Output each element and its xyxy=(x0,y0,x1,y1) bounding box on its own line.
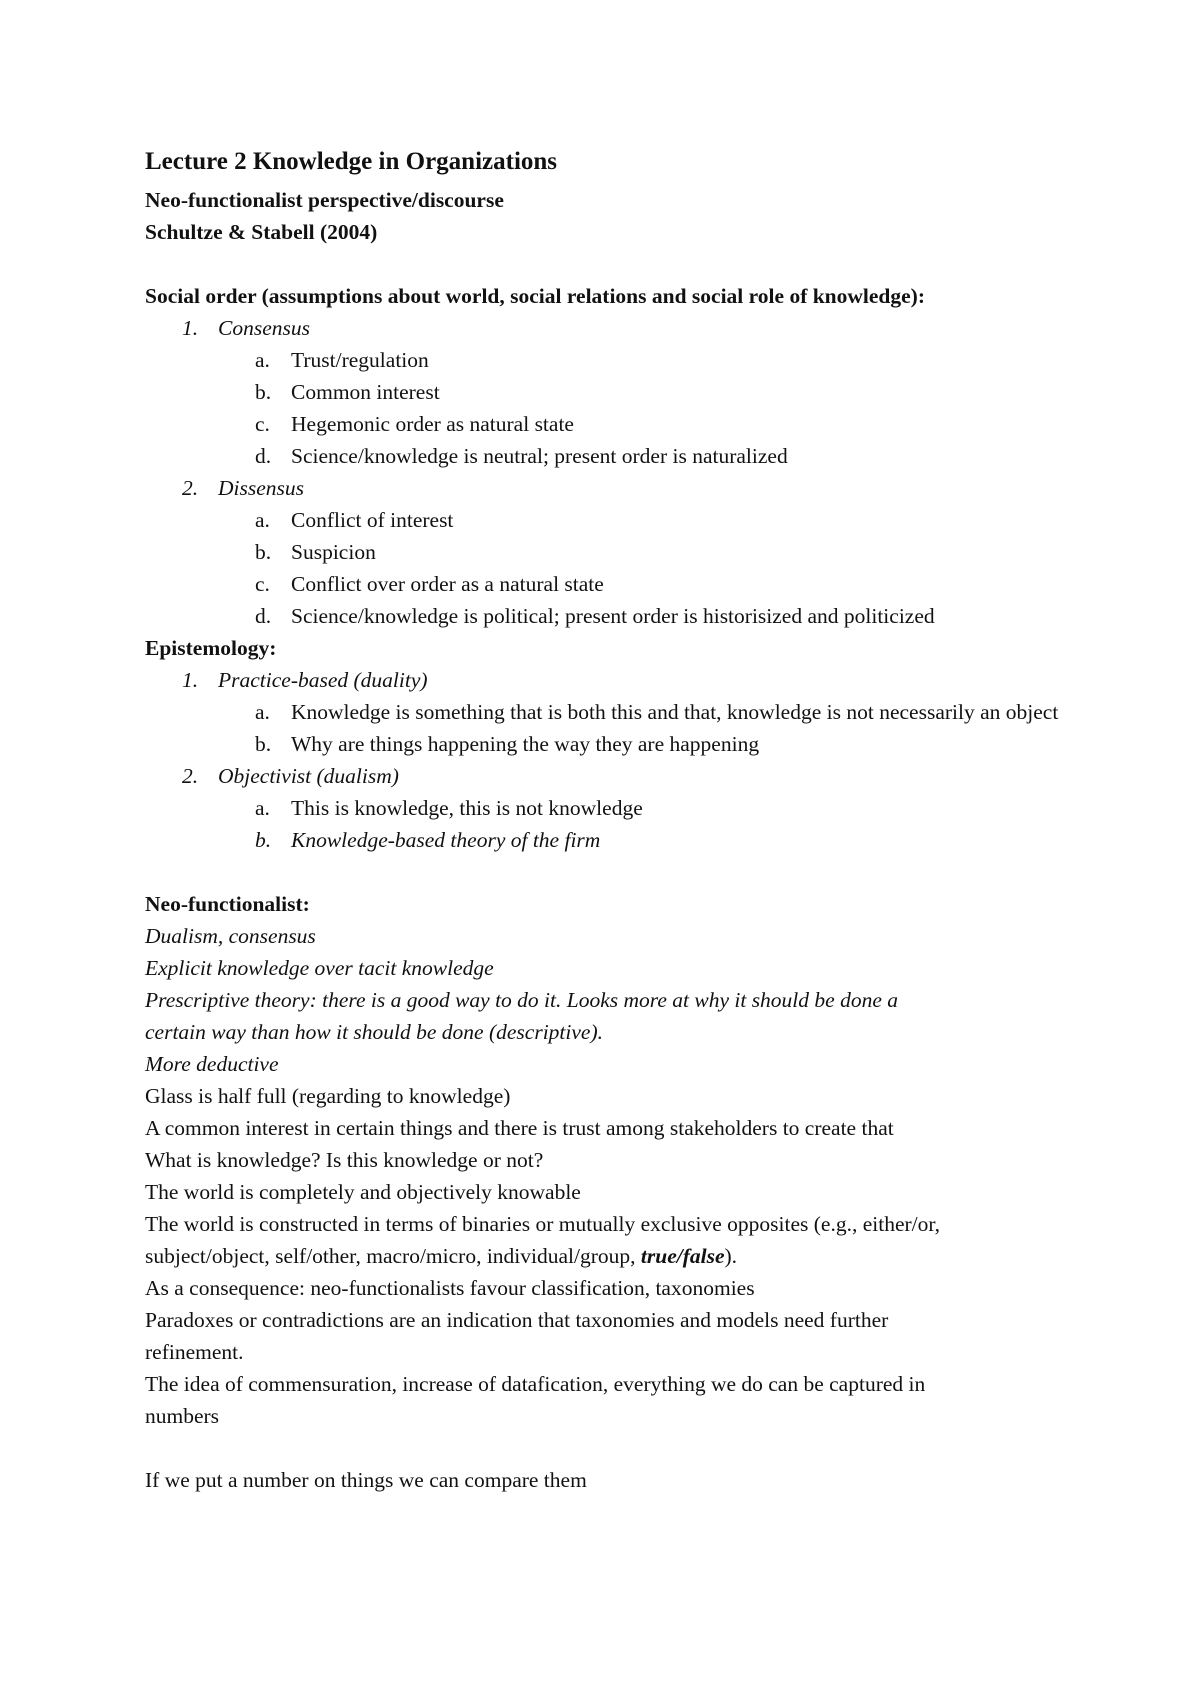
sub-marker: a. xyxy=(255,796,270,820)
sub-text: Knowledge-based theory of the firm xyxy=(291,828,601,852)
list-item-label: Dissensus xyxy=(218,476,305,500)
sub-text: Conflict over order as a natural state xyxy=(291,572,604,596)
spacer xyxy=(145,856,1105,888)
note-line: As a consequence: neo-functionalists favour classification, taxonomies xyxy=(145,1276,755,1300)
note-line: More deductive xyxy=(145,1052,279,1076)
epistemology-heading: Epistemology: xyxy=(145,636,277,660)
dissensus-sublist xyxy=(218,504,1105,632)
sub-text: Knowledge is something that is both this and that, knowledge is not necessarily an object xyxy=(291,700,1059,724)
spacer xyxy=(145,248,1105,280)
note-line: Explicit knowledge over tacit knowledge xyxy=(145,956,494,980)
sub-text: Conflict of interest xyxy=(291,508,454,532)
sub-marker: c. xyxy=(255,412,270,436)
binaries-text: The world is constructed in terms of binaries or mutually exclusive opposites (e.g., either/or, subject/object, self/other, macro/micro, individual/group, xyxy=(145,1212,941,1268)
note-line: Prescriptive theory: there is a good way to do it. Looks more at why it should be done a certain way than how it should be done (descriptive). xyxy=(145,988,898,1044)
sub-list-item xyxy=(218,728,1105,760)
list-marker: 1. xyxy=(182,668,199,692)
sub-marker: c. xyxy=(255,572,270,596)
binaries-end: ). xyxy=(724,1244,738,1268)
sub-text: Science/knowledge is neutral; present order is naturalized xyxy=(291,444,788,468)
sub-text: Science/knowledge is political; present order is historisized and politicized xyxy=(291,604,935,628)
binaries-paragraph xyxy=(145,1208,1105,1272)
sub-text: This is knowledge, this is not knowledge xyxy=(291,796,643,820)
list-item xyxy=(145,664,1105,696)
spacer xyxy=(145,1432,1105,1464)
sub-marker: d. xyxy=(255,444,272,468)
practice-sublist xyxy=(218,696,1105,760)
sub-text: Why are things happening the way they are happening xyxy=(291,732,760,756)
sub-marker: a. xyxy=(255,508,270,532)
epistemology-list xyxy=(145,664,1105,696)
note-line: Paradoxes or contradictions are an indication that taxonomies and models need further refinement. xyxy=(145,1308,889,1364)
sub-list-item xyxy=(218,344,1105,376)
sub-text: Suspicion xyxy=(291,540,376,564)
list-item xyxy=(145,472,1105,504)
note-line: The world is completely and objectively knowable xyxy=(145,1180,581,1204)
list-marker: 1. xyxy=(182,316,199,340)
sub-list-item xyxy=(218,568,1105,600)
sub-marker: b. xyxy=(255,380,272,404)
list-item-label: Practice-based (duality) xyxy=(218,668,428,692)
list-item xyxy=(145,312,1105,344)
social-order-heading: Social order (assumptions about world, social relations and social role of knowledge): xyxy=(145,284,926,308)
list-item xyxy=(145,760,1105,792)
sub-list-item xyxy=(218,824,1105,856)
page-title: Lecture 2 Knowledge in Organizations xyxy=(145,148,558,175)
subtitle-perspective: Neo-functionalist perspective/discourse xyxy=(145,188,504,212)
list-marker: 2. xyxy=(182,764,199,788)
note-line: What is knowledge? Is this knowledge or not? xyxy=(145,1148,544,1172)
binaries-emphasis: true/false xyxy=(640,1244,725,1268)
sub-text: Common interest xyxy=(291,380,440,404)
list-item-label: Objectivist (dualism) xyxy=(218,764,399,788)
sub-list-item xyxy=(218,440,1105,472)
note-line: Dualism, consensus xyxy=(145,924,316,948)
sub-list-item xyxy=(218,408,1105,440)
sub-list-item xyxy=(218,536,1105,568)
list-item-label: Consensus xyxy=(218,316,310,340)
objectivist-sublist xyxy=(218,792,1105,856)
note-line: A common interest in certain things and there is trust among stakeholders to create that xyxy=(145,1116,894,1140)
sub-list-item xyxy=(218,792,1105,824)
social-order-list-2 xyxy=(145,472,1105,504)
document-page xyxy=(145,144,1105,1496)
note-line: Glass is half full (regarding to knowledge) xyxy=(145,1084,511,1108)
sub-marker: b. xyxy=(255,540,272,564)
sub-marker: b. xyxy=(255,828,272,852)
closing-line: If we put a number on things we can compare them xyxy=(145,1468,587,1492)
neo-functionalist-heading: Neo-functionalist: xyxy=(145,892,310,916)
sub-list-item xyxy=(218,696,1105,728)
epistemology-list-2 xyxy=(145,760,1105,792)
sub-marker: a. xyxy=(255,348,270,372)
consensus-sublist xyxy=(218,344,1105,472)
sub-marker: b. xyxy=(255,732,272,756)
sub-list-item xyxy=(218,376,1105,408)
sub-text: Hegemonic order as natural state xyxy=(291,412,574,436)
sub-text: Trust/regulation xyxy=(291,348,429,372)
social-order-list xyxy=(145,312,1105,344)
sub-list-item xyxy=(218,600,1105,632)
subtitle-reference: Schultze & Stabell (2004) xyxy=(145,220,378,244)
note-line: The idea of commensuration, increase of datafication, everything we do can be captured in numbers xyxy=(145,1372,926,1428)
sub-marker: d. xyxy=(255,604,272,628)
sub-list-item xyxy=(218,504,1105,536)
sub-marker: a. xyxy=(255,700,270,724)
list-marker: 2. xyxy=(182,476,199,500)
